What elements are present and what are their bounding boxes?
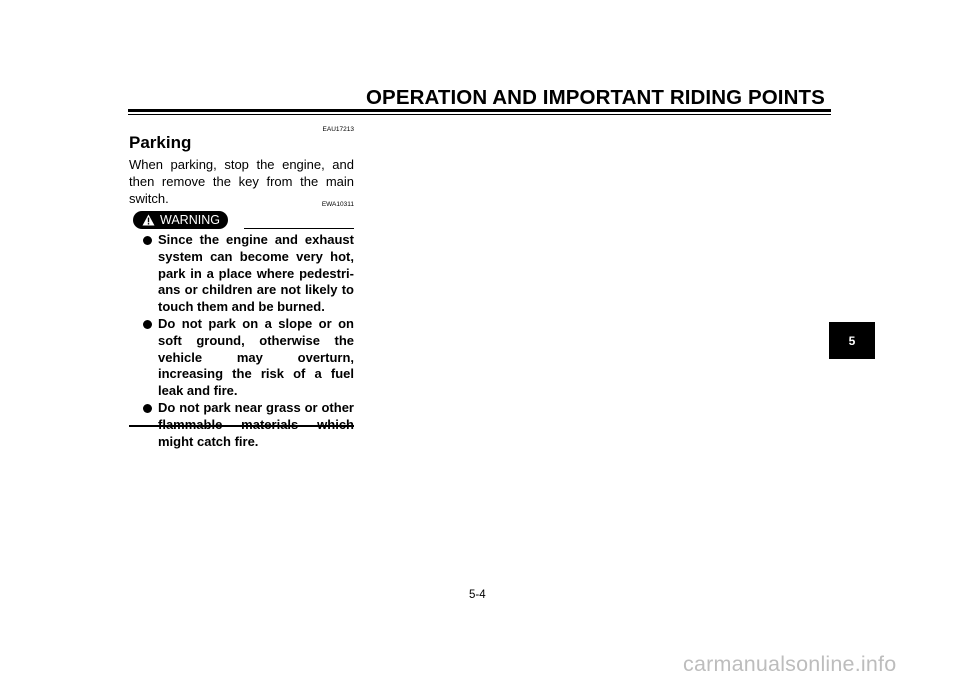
warning-end-rule (129, 425, 354, 427)
warning-bullet-text: Do not park near grass or other might catch fire. (158, 399, 354, 449)
section-title: Parking (129, 133, 192, 152)
warning-label-badge (133, 211, 228, 229)
page-header-title: OPERATION AND IMPORTANT RIDING POINTS (366, 86, 825, 109)
warning-triangle-icon (142, 214, 155, 226)
warning-label-text: WARNING (160, 213, 220, 227)
chapter-tab[interactable]: 5 (829, 322, 875, 359)
warning-bullet-text: Do not park on a slope or on soft ground, otherwise the vehicle may overturn, increasing the risk of a fuel leak and fire. (158, 315, 354, 399)
warning-bullet-item (141, 316, 354, 400)
page-number: 5-4 (469, 589, 486, 601)
warning-bullet-text: Since the engine and exhaust system can become very hot, park in a place where pedestri-ans or children are not likely to touch them and be burned. (158, 232, 354, 315)
bullet-dot-icon (143, 236, 152, 245)
warning-rule (244, 228, 354, 229)
header-rule-thin (128, 114, 831, 115)
section-body-text: When parking, stop the engine, and then remove the key from the main switch. (129, 157, 354, 206)
warning-code: EWA10311 (321, 201, 354, 208)
bullet-dot-icon (143, 404, 152, 413)
header-rule-thick (128, 109, 831, 112)
section-code: EAU17213 (322, 126, 354, 133)
bullet-dot-icon (143, 320, 152, 329)
watermark-text: carmanualsonline.info (683, 652, 897, 676)
warning-bullet-item (141, 232, 354, 316)
warning-bullet-list (141, 232, 354, 450)
